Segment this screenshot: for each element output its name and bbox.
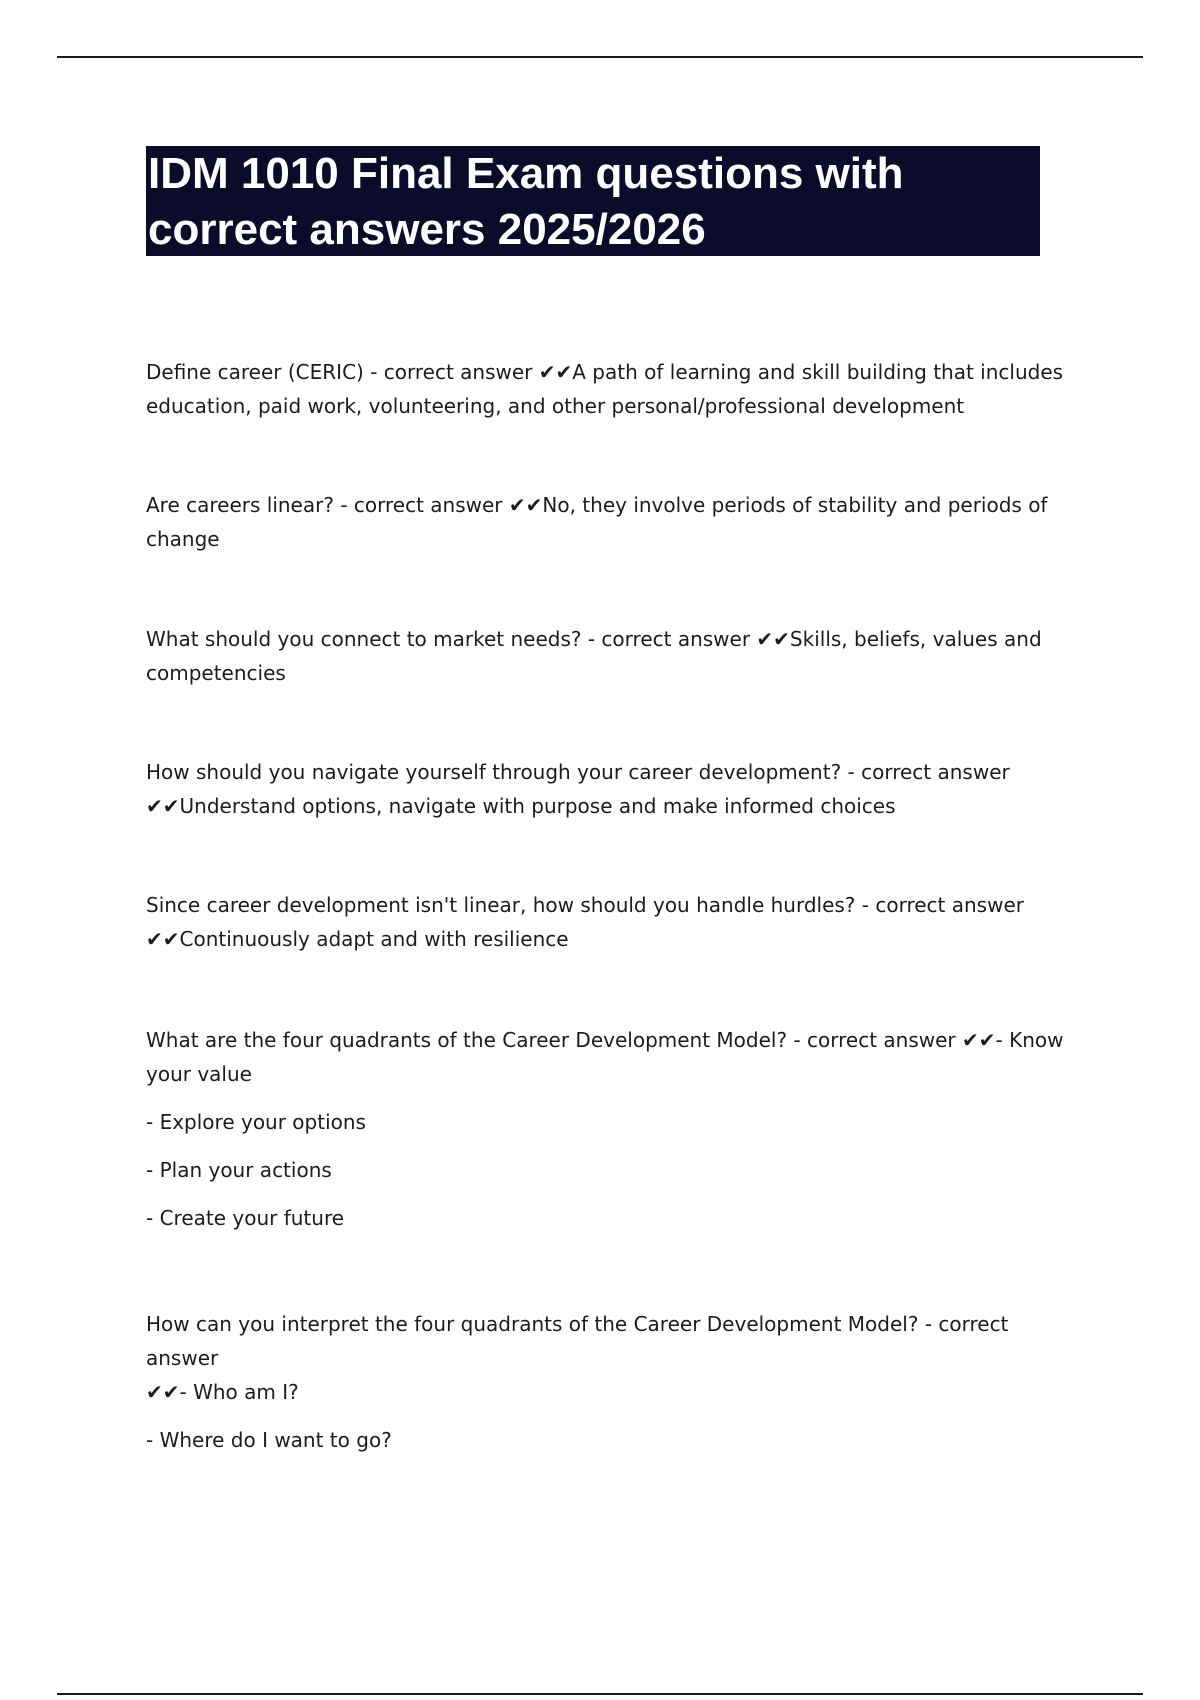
qa-continuation: education, paid work, volunteering, and other personal/professional development: [146, 394, 965, 418]
qa-question: How should you navigate yourself through your career development? - correct answer: [146, 760, 1010, 784]
qa-extra-line: - Create your future: [146, 1206, 345, 1230]
qa-item: [146, 1023, 1063, 1235]
qa-question: What should you connect to market needs? - correct answer ✔✔Skills, beliefs, values and: [146, 627, 1042, 651]
qa-question: Define career (CERIC) - correct answer ✔✔A path of learning and skill building that includes: [146, 360, 1064, 384]
qa-continuation: competencies: [146, 661, 286, 685]
qa-question: How can you interpret the four quadrants of the Career Development Model? - correct answer: [146, 1312, 1009, 1370]
title-line-2: correct answers 2025/2026: [148, 205, 706, 254]
qa-item: [146, 1307, 1086, 1457]
bottom-rule: [57, 1693, 1143, 1695]
qa-continuation: change: [146, 527, 220, 551]
qa-extra-line: - Where do I want to go?: [146, 1428, 392, 1452]
qa-continuation: ✔✔Continuously adapt and with resilience: [146, 927, 569, 951]
title-line-1: IDM 1010 Final Exam questions with: [148, 149, 904, 198]
qa-item: [146, 888, 1024, 956]
top-rule: [57, 56, 1143, 58]
qa-question: Are careers linear? - correct answer ✔✔No, they involve periods of stability and periods of: [146, 493, 1048, 517]
qa-extra-line: - Explore your options: [146, 1110, 366, 1134]
qa-continuation: your value: [146, 1062, 252, 1086]
qa-question: Since career development isn't linear, how should you handle hurdles? - correct answer: [146, 893, 1024, 917]
qa-item: [146, 622, 1042, 690]
title-banner: [146, 146, 1040, 256]
qa-continuation: ✔✔- Who am I?: [146, 1380, 299, 1404]
qa-item: [146, 488, 1047, 556]
qa-question: What are the four quadrants of the Career Development Model? - correct answer ✔✔- Know: [146, 1028, 1064, 1052]
qa-item: [146, 755, 1010, 823]
qa-item: [146, 355, 1063, 423]
qa-continuation: ✔✔Understand options, navigate with purpose and make informed choices: [146, 794, 896, 818]
document-title: [146, 146, 1040, 258]
qa-extra-line: - Plan your actions: [146, 1158, 332, 1182]
